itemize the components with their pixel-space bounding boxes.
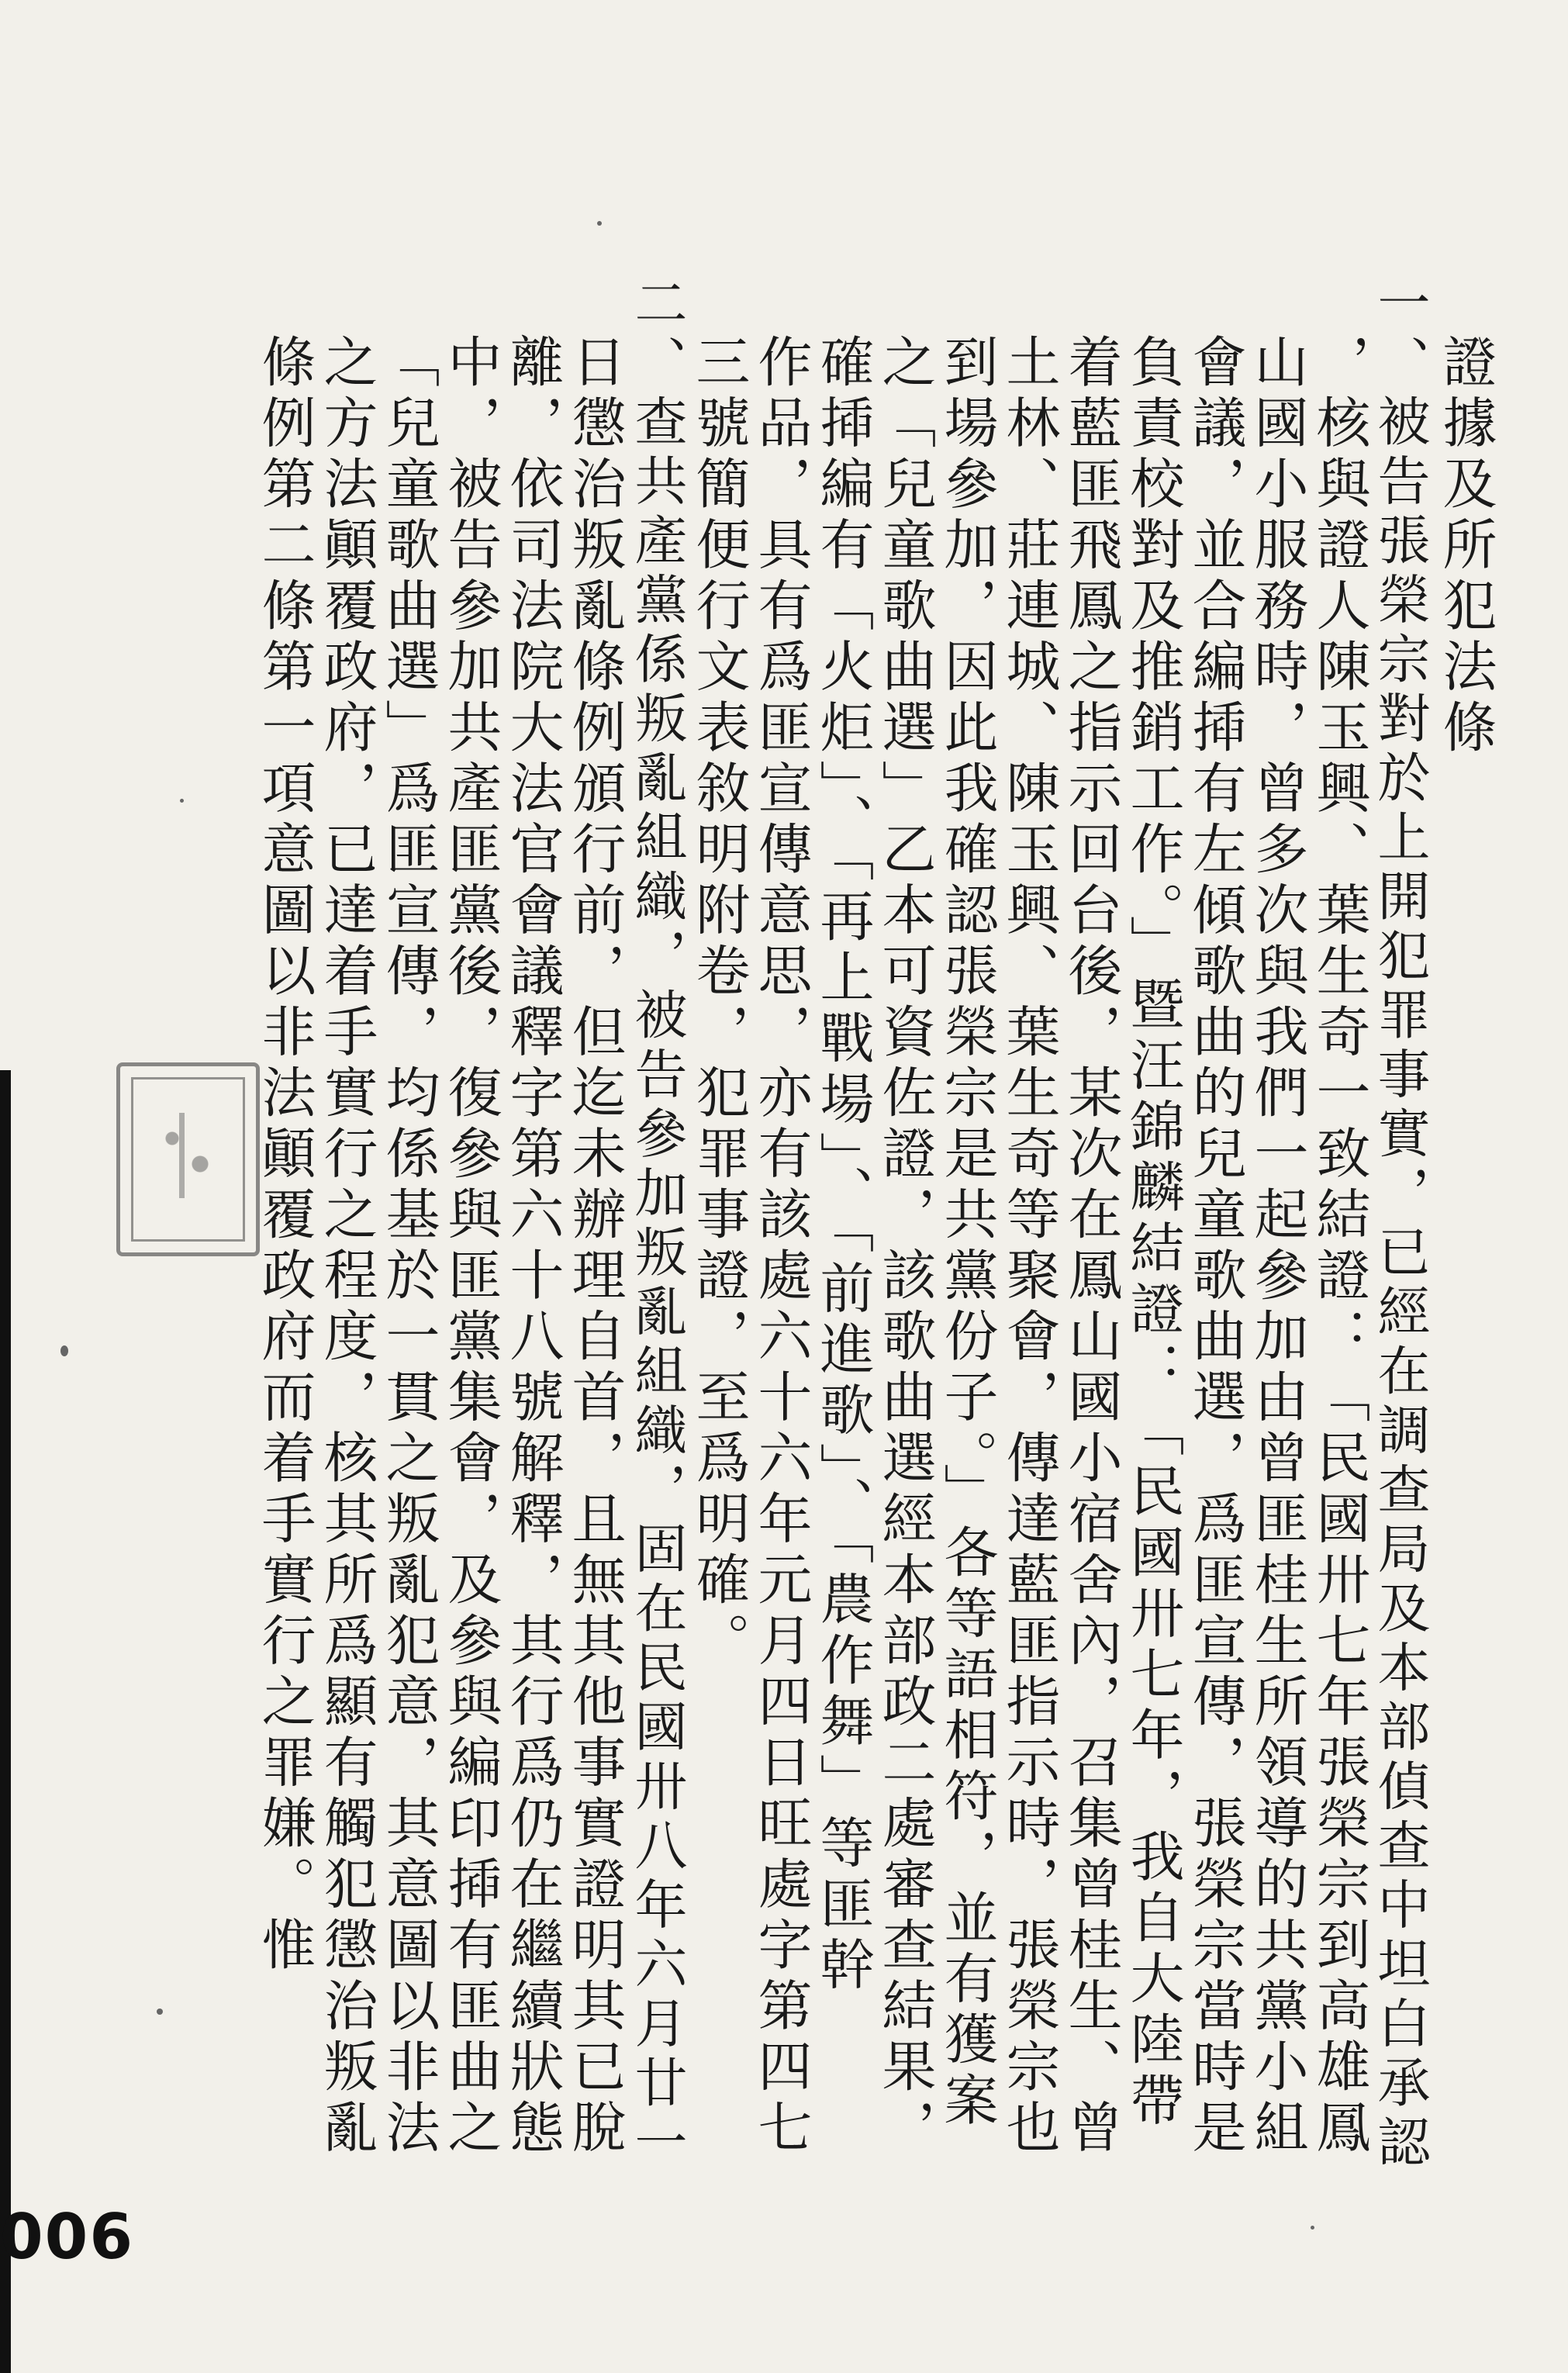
text-column: 中，被告參加共產匪黨後，復參與匪黨集會，及參與編印揷有匪曲之 [439, 333, 503, 2160]
text-column: 作品，具有爲匪宣傳意思，亦有該處六十六年元月四日旺處字第四七 [749, 333, 813, 2160]
text-column: 三號簡便行文表敘明附卷，犯罪事證，至爲明確。 [687, 333, 751, 1673]
stamp-glyph-icon [151, 1113, 221, 1198]
page-number: 006 [0, 2201, 134, 2273]
text-column: 證據及所犯法條 [1434, 333, 1497, 760]
text-column: 土林、莊連城、陳玉興、葉生奇等聚會，傳達藍匪指示時，張榮宗也 [997, 333, 1061, 2160]
text-column: 離，依司法院大法官會議釋字第六十八號解釋，其行爲仍在繼續狀態 [501, 333, 565, 2160]
scan-speck [597, 221, 602, 226]
scan-speck [1311, 2226, 1314, 2230]
text-column: ，核與證人陳玉興、葉生奇一致結證：「民國卅七年張榮宗到高雄鳳 [1307, 333, 1371, 2160]
archive-seal-stamp [116, 1062, 260, 1256]
text-column: 負責校對及推銷工作。」暨汪錦麟結證：「民國卅七年，我自大陸帶 [1121, 333, 1185, 2133]
scan-binding-edge [0, 1070, 11, 2373]
scan-speck [157, 2009, 163, 2015]
scan-speck [60, 1345, 68, 1356]
text-column: 一、被告張榮宗對於上開犯罪事實，已經在調查局及本部偵查中坦白承認 [1369, 275, 1430, 2174]
text-column: 會議，並合編揷有左傾歌曲的兒童歌曲選，爲匪宣傳，張榮宗當時是 [1183, 333, 1247, 2160]
text-column: 之方法顚覆政府，已達着手實行之程度，核其所爲顯有觸犯懲治叛亂 [315, 333, 378, 2160]
scan-speck [180, 799, 184, 803]
text-column: 二、查共產黨係叛亂組織，被告參加叛亂組織，固在民國卅八年六月廿一 [626, 275, 687, 2174]
text-column: 「兒童歌曲選」爲匪宣傳，均係基於一貫之叛亂犯意，其意圖以非法 [377, 333, 440, 2160]
text-column: 山國小服務時，曾多次與我們一起參加由曾匪桂生所領導的共黨小組 [1245, 333, 1309, 2160]
text-column: 到場參加，因此我確認張榮宗是共黨份子。」各等語相符，並有獲案 [935, 333, 999, 2133]
text-column: 確揷編有「火炬」、「再上戰場」、「前進歌」、「農作舞」等匪幹 [811, 333, 875, 1997]
text-column: 之「兒童歌曲選」乙本可資佐證，該歌曲選經本部政二處審查結果， [873, 333, 937, 2160]
text-column: 着藍匪飛鳳之指示回台後，某次在鳳山國小宿舍內，召集曾桂生、曾 [1059, 333, 1123, 2160]
text-column: 日懲治叛亂條例頒行前，但迄未辦理自首，且無其他事實證明其已脫 [563, 333, 627, 2160]
text-column: 條例第二條第一項意圖以非法顚覆政府而着手實行之罪嫌。惟 [253, 333, 316, 1978]
